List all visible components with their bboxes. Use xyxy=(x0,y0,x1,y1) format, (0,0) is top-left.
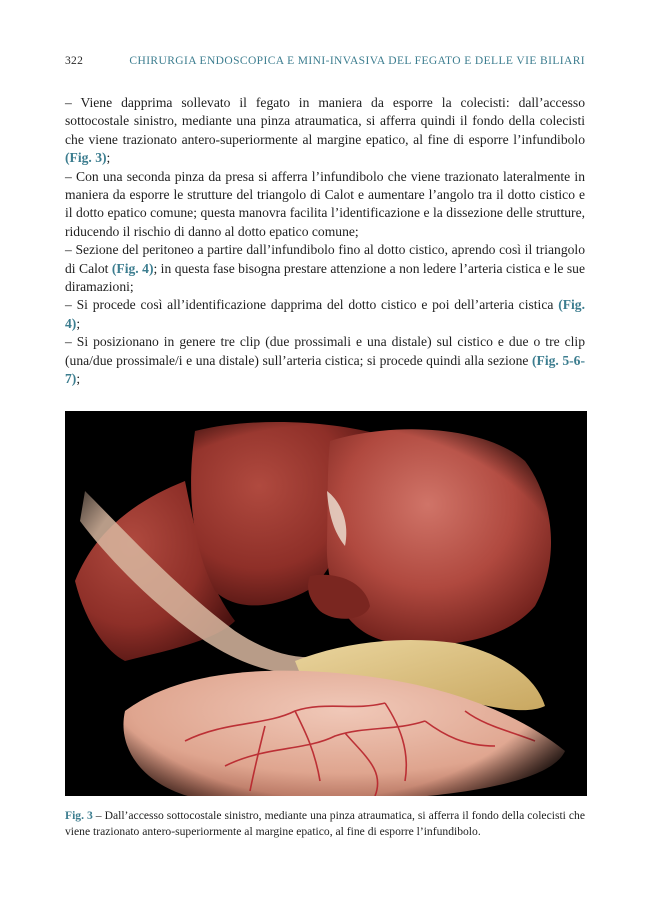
body-text xyxy=(65,94,585,389)
list-item xyxy=(65,241,585,296)
figure-caption-text: – Dall’accesso sottocostale sinistro, mediante una pinza atraumatica, si afferra il fondo della colecisti che viene trazionato antero-superiormente al margine epatico, al fine di esporre l’infundibolo. xyxy=(65,809,585,839)
list-item xyxy=(65,296,585,333)
list-item xyxy=(65,333,585,388)
paragraph-text: – Con una seconda pinza da presa si afferra l’infundibolo che viene trazionato lateralmente in maniera da esporre le strutture del triangolo di Calot e aumentare l’angolo tra il dotto cistico e il dotto epatico comune; questa manovra facilita l’identificazione e la dissezione delle strutture, riducendo il rischio di danno al dotto epatico comune; xyxy=(65,168,585,239)
figure-reference: (Fig. 3) xyxy=(65,150,107,166)
page-number: 322 xyxy=(65,55,84,67)
figure-caption xyxy=(65,808,585,840)
figure-reference: (Fig. 4) xyxy=(111,260,154,276)
paragraph-text: ; xyxy=(106,150,111,166)
laparoscopic-photo xyxy=(65,411,587,796)
paragraph-text: – Si procede così all’identificazione dapprima del dotto cistico e poi dell’arteria cistica xyxy=(65,297,559,313)
figure-reference: (Fig. 4) xyxy=(65,297,585,331)
figure-label: Fig. 3 xyxy=(65,809,93,822)
paragraph-text: ; in questa fase bisogna prestare attenzione a non ledere l’arteria cistica e le sue diramazioni; xyxy=(65,260,585,295)
page-header xyxy=(65,55,585,73)
laparoscopic-photo-render xyxy=(65,411,587,796)
figure-reference: (Fig. 5-6-7) xyxy=(65,352,585,387)
running-title: CHIRURGIA ENDOSCOPICA E MINI-INVASIVA DEL FEGATO E DELLE VIE BILIARI xyxy=(129,55,585,67)
paragraph-text: – Si posizionano in genere tre clip (due prossimali e una distale) sul cistico e due o tre clip (una/due prossimale/i e una distale) sull’arteria cistica; si procede quindi alla sezione xyxy=(65,334,585,368)
paragraph-text: – Sezione del peritoneo a partire dall’infundibolo fino al dotto cistico, aprendo così il triangolo di Calot xyxy=(65,242,585,276)
list-item xyxy=(65,168,585,242)
paragraph-text: ; xyxy=(76,371,81,387)
paragraph-text: – Viene dapprima sollevato il fegato in maniera da esporre la colecisti: dall’accesso sottocostale sinistro, mediante una pinza atraumatica, si afferra quindi il fondo della colecisti che viene trazionato antero-superiormente al margine epatico, al fine di esporre l’infundibolo xyxy=(65,95,585,147)
list-item xyxy=(65,94,585,168)
paragraph-text: ; xyxy=(76,315,81,331)
